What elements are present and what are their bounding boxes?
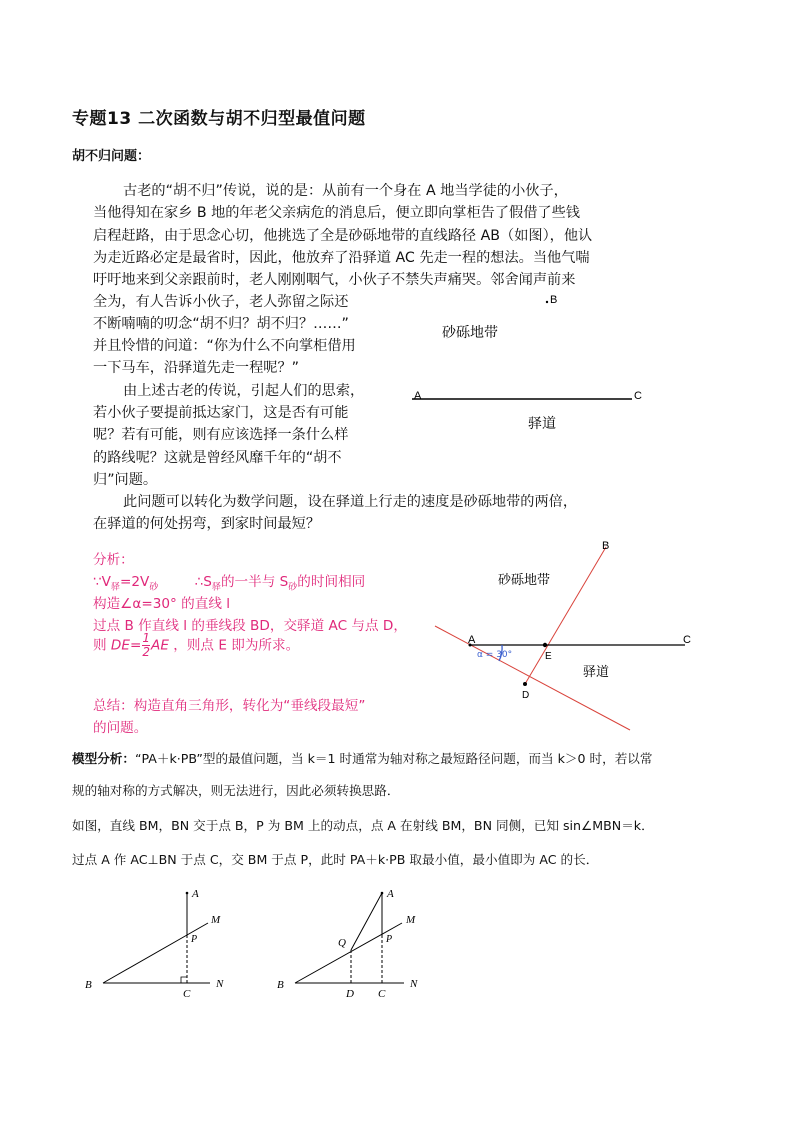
label-n: N (410, 978, 418, 990)
road-label: 驿道 (528, 416, 556, 432)
label-d: D (346, 988, 354, 1000)
analysis-construct-line: 构造∠α=30° 的直线 l (93, 596, 231, 612)
point-d-dot (523, 682, 527, 686)
analysis-half: 的一半与 S (220, 574, 289, 590)
label-q: Q (338, 937, 346, 949)
analysis-perpendicular-line: 过点 B 作直线 l 的垂线段 BD，交驿道 AC 与点 D， (93, 618, 407, 634)
ray-bm (295, 923, 402, 983)
label-c: C (378, 988, 386, 1000)
figure-30-degree-construction (430, 535, 720, 745)
label-b: B (602, 540, 610, 552)
gravel-region-label: 砂砾地带 (442, 325, 498, 341)
equals-sign: = (129, 637, 142, 654)
label-b: B (277, 979, 284, 991)
story-line: 并且怜惜的问道：“你为什么不向掌柜借用 (93, 338, 356, 354)
story-line: 启程赶路，由于思念心切，他挑选了全是砂砾地带的直线路径 AB（如图），他认 (93, 228, 593, 244)
model-line-3: 如图，直线 BM，BN 交于点 B，P 为 BM 上的动点，点 A 在射线 BM，BN 同侧，已知 sin∠MBN＝k． (72, 818, 654, 833)
label-n: N (216, 978, 224, 990)
segment-de: DE (110, 637, 130, 654)
label-m: M (211, 914, 221, 926)
figure-gravel-road (400, 285, 660, 445)
analysis-same-time: 的时间相同 (297, 574, 366, 590)
point-e-dot (543, 643, 547, 647)
gravel-region-label: 砂砾地带 (498, 573, 551, 588)
story-line: 不断喃喃的叨念“胡不归？胡不归？……” (93, 316, 349, 332)
ray-bm (103, 923, 208, 983)
point-a-dot (381, 892, 384, 895)
story-line: 在驿道的何处拐弯，到家时间最短？ (93, 516, 321, 532)
analysis-heading: 分析： (93, 552, 134, 568)
right-angle-mark (181, 977, 187, 983)
label-a: A (414, 390, 422, 402)
analysis-because: ∵V (93, 574, 111, 590)
story-line: 当他得知在家乡 B 地的年老父亲病危的消息后，便立即向掌柜告了假借了些钱 (93, 205, 580, 221)
point-a-dot (186, 892, 189, 895)
model-line-1 (72, 748, 652, 767)
angle-label: α = 30° (477, 650, 513, 660)
label-m: M (406, 914, 416, 926)
summary-line-2: 的问题。 (93, 720, 148, 736)
model-line-4: 过点 A 作 AC⊥BN 于点 C，交 BM 于点 P，此时 PA＋k·PB 取最小值，最小值即为 AC 的长． (72, 852, 599, 867)
story-line: 全为，有人告诉小伙子，老人弥留之际还 (93, 294, 349, 310)
analysis-velocity-line (93, 570, 365, 593)
analysis-therefore: ∴S (194, 574, 212, 590)
label-c: C (683, 634, 691, 646)
label-d: D (522, 690, 530, 701)
story-line: 一下马车，沿驿道先走一程呢？” (93, 360, 299, 376)
segment-ae: AE (151, 637, 169, 654)
segment-bd (525, 547, 606, 684)
sub-sha-2: 砂 (288, 582, 298, 593)
sub-sha: 砂 (149, 582, 159, 593)
label-c: C (183, 988, 191, 1000)
story-line: 若小伙子要提前抵达家门，这是否有可能 (93, 405, 349, 421)
model-heading: 模型分析： (72, 751, 135, 766)
summary-line-1: 总结：构造直角三角形，转化为“垂线段最短” (93, 698, 366, 714)
story-line: 吁吁地来到父亲跟前时，老人刚刚咽气，小伙子不禁失声痛哭。邻舍闻声前来 (93, 272, 576, 288)
story-line: 此问题可以转化为数学问题，设在驿道上行走的速度是砂砾地带的两倍， (123, 494, 578, 510)
story-line: 由上述古老的传说，引起人们的思索， (123, 383, 365, 399)
analysis-point-e: ，则点 E 即为所求。 (173, 637, 300, 654)
model-line-2: 规的轴对称的方式解决，则无法进行，因此必须转换思路． (72, 783, 400, 798)
label-e: E (545, 651, 552, 662)
frac-numerator: 1 (142, 631, 151, 645)
segment-aq (351, 893, 382, 950)
label-p: P (386, 934, 393, 945)
page-title: 专题13 二次函数与胡不归型最值问题 (72, 109, 366, 129)
analysis-then: 则 (93, 637, 107, 654)
road-label: 驿道 (583, 665, 610, 680)
label-p: P (191, 934, 198, 945)
label-c: C (634, 390, 642, 402)
label-a: A (468, 634, 476, 646)
story-line: 古老的“胡不归”传说，说的是：从前有一个身在 A 地当学徒的小伙子， (123, 183, 568, 199)
label-b: B (550, 294, 558, 306)
label-a: A (387, 888, 394, 900)
point-b-dot (546, 301, 548, 303)
story-line: 呢？若有可能，则有应该选择一条什么样 (93, 427, 349, 443)
section-heading: 胡不归问题： (72, 149, 151, 164)
figure-model-basic (80, 880, 240, 1000)
frac-denominator: 2 (142, 645, 151, 659)
sub-yi-2: 驿 (211, 582, 221, 593)
story-line: 为走近路必定是最省时，因此，他放弃了沿驿道 AC 先走一程的想法。当他气喘 (93, 250, 590, 266)
model-text-1: “PA＋k·PB”型的最值问题，当 k＝1 时通常为轴对称之最短路径问题，而当 k＞0 时，若以常 (134, 751, 653, 766)
label-a: A (192, 888, 199, 900)
figure-model-comparison (272, 880, 432, 1000)
analysis-mid: =2V (119, 574, 150, 590)
fraction-one-half (142, 632, 150, 659)
label-b: B (85, 979, 92, 991)
sub-yi: 驿 (110, 582, 120, 593)
analysis-conclusion-line (93, 632, 299, 659)
story-line: 归”问题。 (93, 472, 158, 488)
story-line: 的路线呢？这就是曾经风靡千年的“胡不 (93, 450, 342, 466)
